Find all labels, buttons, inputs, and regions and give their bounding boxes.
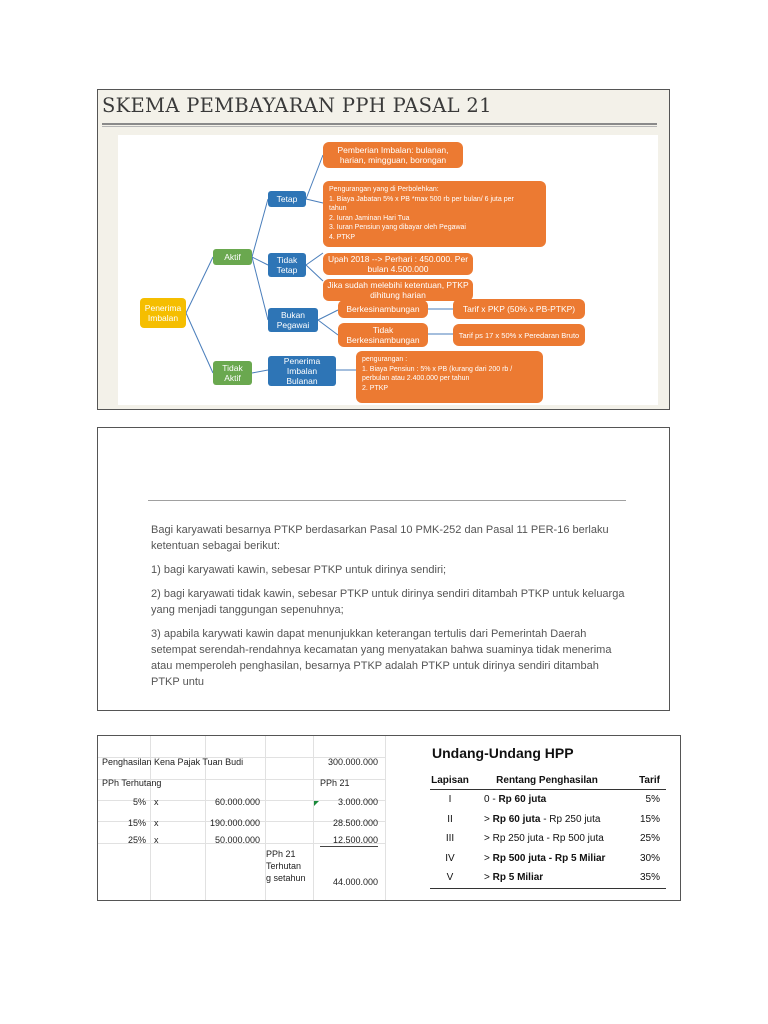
pph21-scheme-panel [97, 89, 670, 410]
rate-cell: 35% [624, 868, 666, 888]
pph-calculation-sheet [98, 736, 386, 900]
layer-cell: IV [445, 852, 455, 864]
rate-cell: 5% [132, 797, 146, 807]
connector [186, 257, 213, 313]
node-berkesinambungan: Berkesinambungan [338, 300, 428, 318]
title-rule-thin [102, 126, 657, 127]
range-cell [470, 790, 624, 810]
connector [252, 199, 268, 257]
paragraph: 2) bagi karyawati tidak kawin, sebesar PTKP untuk dirinya sendiri ditambah PTKP untuk keluarga yang menjadi tanggungan sepenuhnya; [151, 588, 625, 616]
table-row [430, 829, 666, 849]
pkp-value: 300.000.000 [327, 757, 378, 767]
pengurangan-item: 1. Biaya Jabatan 5% x PB *max 500 rb per bulan/ 6 juta per [329, 195, 514, 203]
range-bold: Rp 500 juta - Rp 5 Miliar [492, 852, 606, 864]
ptkp-text [151, 522, 629, 698]
pengurangan-item: tahun [329, 205, 347, 213]
total-value: 44.000.000 [332, 877, 378, 887]
pengurangan-item: 4. PTKP [329, 233, 356, 241]
pengurangan-bulanan-item: perbulan atau 2.400.000 per tahun [362, 375, 470, 383]
pengurangan-bulanan-item: 2. PTKP [362, 384, 389, 392]
grid-line [385, 736, 386, 900]
tax-cell: 3.000.000 [337, 797, 378, 807]
connector [252, 370, 268, 373]
table-row [430, 810, 666, 830]
layer-cell: II [447, 813, 453, 825]
rate-cell: 25% [639, 833, 660, 845]
divider [148, 500, 626, 501]
base-cell: 190.000.000 [209, 818, 260, 828]
sum-underline [320, 846, 378, 847]
node-ptkp-harian: Jika sudah melebihi ketentuan, PTKP dihitung harian [323, 279, 473, 301]
range-pre: > [484, 852, 493, 864]
range-bold: Rp 60 juta [492, 813, 541, 825]
hpp-table [430, 771, 666, 889]
table-header [430, 771, 666, 790]
node-tetap: Tetap [268, 191, 306, 207]
total-label-line: g setahun [266, 873, 306, 883]
header-lapisan: Lapisan [430, 771, 470, 790]
rate-cell: 25% [127, 835, 146, 845]
node-upah-2018: Upah 2018 --> Perhari : 450.000. Per bulan 4.500.000 [323, 253, 473, 275]
hpp-title: Undang-Undang HPP [432, 745, 574, 761]
base-cell: 50.000.000 [214, 835, 260, 845]
node-aktif: Aktif [213, 249, 252, 265]
ptkp-karyawati-panel [97, 427, 670, 711]
node-tarif-ps17: Tarif ps 17 x 50% x Peredaran Bruto [453, 324, 585, 346]
layer-cell: III [445, 833, 455, 845]
pengurangan-bulanan-item: 1. Biaya Pensiun : 5% x PB (kurang dari 200 rb / [362, 365, 513, 373]
connector [318, 310, 338, 320]
range-pre: 0 - [484, 794, 499, 806]
node-tidak-aktif: Tidak Aktif [213, 361, 252, 385]
range-pre: > [484, 872, 493, 884]
range-cell [470, 829, 624, 849]
range-cell [470, 810, 624, 830]
hpp-tax-table [428, 739, 668, 894]
layer-cell: I [448, 794, 452, 806]
total-label-line: Terhutan [266, 861, 302, 871]
rate-cell: 15% [127, 818, 146, 828]
node-tidak-tetap: Tidak Tetap [268, 253, 306, 277]
paragraph: 3) apabila karywati kawin dapat menunjukkan keterangan tertulis dari Pemerintah Daerah setempat serendah-rendahnya kecamatan yang menyatakan bahwa suaminya tidak menerima atau memperoleh penghasilan, besarnya PTKP adalah PTKP untuk dirinya sendiri ditambah PTKP untu [151, 628, 612, 688]
range-pre: > [484, 813, 493, 825]
pengurangan-item: 2. Iuran Jaminan Hari Tua [329, 214, 410, 222]
connector [306, 253, 323, 265]
node-pemberian-imbalan: Pemberian Imbalan: bulanan, harian, mingguan, borongan [323, 142, 463, 168]
node-penerima-imbalan-bulanan: Penerima Imbalan Bulanan [268, 356, 336, 386]
pengurangan-title: Pengurangan yang di Perbolehkan: [329, 186, 439, 193]
rate-cell: 15% [639, 813, 660, 825]
title-rule [102, 123, 657, 125]
header-rentang: Rentang Penghasilan [470, 771, 624, 790]
range-post: - Rp 250 juta [540, 813, 601, 825]
node-pengurangan [323, 181, 546, 247]
x-cell: x [154, 835, 159, 845]
layer-cell: V [430, 868, 470, 888]
x-cell: x [154, 797, 159, 807]
connector [186, 313, 213, 373]
range-cell [470, 868, 624, 888]
x-cell: x [154, 818, 159, 828]
range-bold: Rp 60 juta [498, 794, 547, 806]
cell-comment-marker [314, 801, 319, 806]
node-penerima-imbalan: Penerima Imbalan [140, 298, 186, 328]
connector [306, 199, 323, 203]
pkp-label: Penghasilan Kena Pajak Tuan Budi [102, 757, 244, 767]
connector [318, 320, 338, 335]
node-tarif-pkp: Tarif x PKP (50% x PB-PTKP) [453, 299, 585, 319]
connector [252, 257, 268, 320]
node-pengurangan-bulanan [356, 351, 543, 403]
total-label-line: PPh 21 [266, 849, 296, 859]
connector [252, 257, 268, 265]
paragraph: Bagi karyawati besarnya PTKP berdasarkan Pasal 10 PMK-252 dan Pasal 11 PER-16 berlaku ketentuan sebagai berikut: [151, 524, 609, 552]
rate-cell: 30% [639, 852, 660, 864]
range-pre: > Rp 250 juta - Rp 500 juta [484, 833, 604, 845]
tax-cell: 12.500.000 [332, 835, 378, 845]
node-tidak-berkesinambungan: Tidak Berkesinambungan [338, 323, 428, 347]
table-row [430, 868, 666, 888]
header-tarif: Tarif [624, 771, 666, 790]
rate-cell: 5% [645, 794, 660, 806]
pengurangan-bulanan-item: pengurangan : [362, 356, 408, 363]
base-cell: 60.000.000 [214, 797, 260, 807]
connector [306, 155, 323, 199]
flow-diagram [118, 135, 658, 405]
pengurangan-item: 3. Iuran Pensiun yang dibayar oleh Pegawai [329, 224, 466, 232]
node-bukan-pegawai: Bukan Pegawai [268, 308, 318, 332]
tax-cell: 28.500.000 [332, 818, 378, 828]
range-cell [470, 849, 624, 869]
total-label [266, 848, 306, 884]
scheme-title: SKEMA PEMBAYARAN PPH PASAL 21 [102, 94, 492, 117]
table-row [430, 849, 666, 869]
connector [306, 265, 323, 281]
pph-terhutang-label: PPh Terhutang [102, 778, 162, 788]
range-bold: Rp 5 Miliar [492, 872, 544, 884]
paragraph: 1) bagi karyawati kawin, sebesar PTKP untuk dirinya sendiri; [151, 564, 447, 576]
calculation-panel [97, 735, 681, 901]
table-row [430, 790, 666, 810]
pph21-label: PPh 21 [320, 778, 350, 788]
